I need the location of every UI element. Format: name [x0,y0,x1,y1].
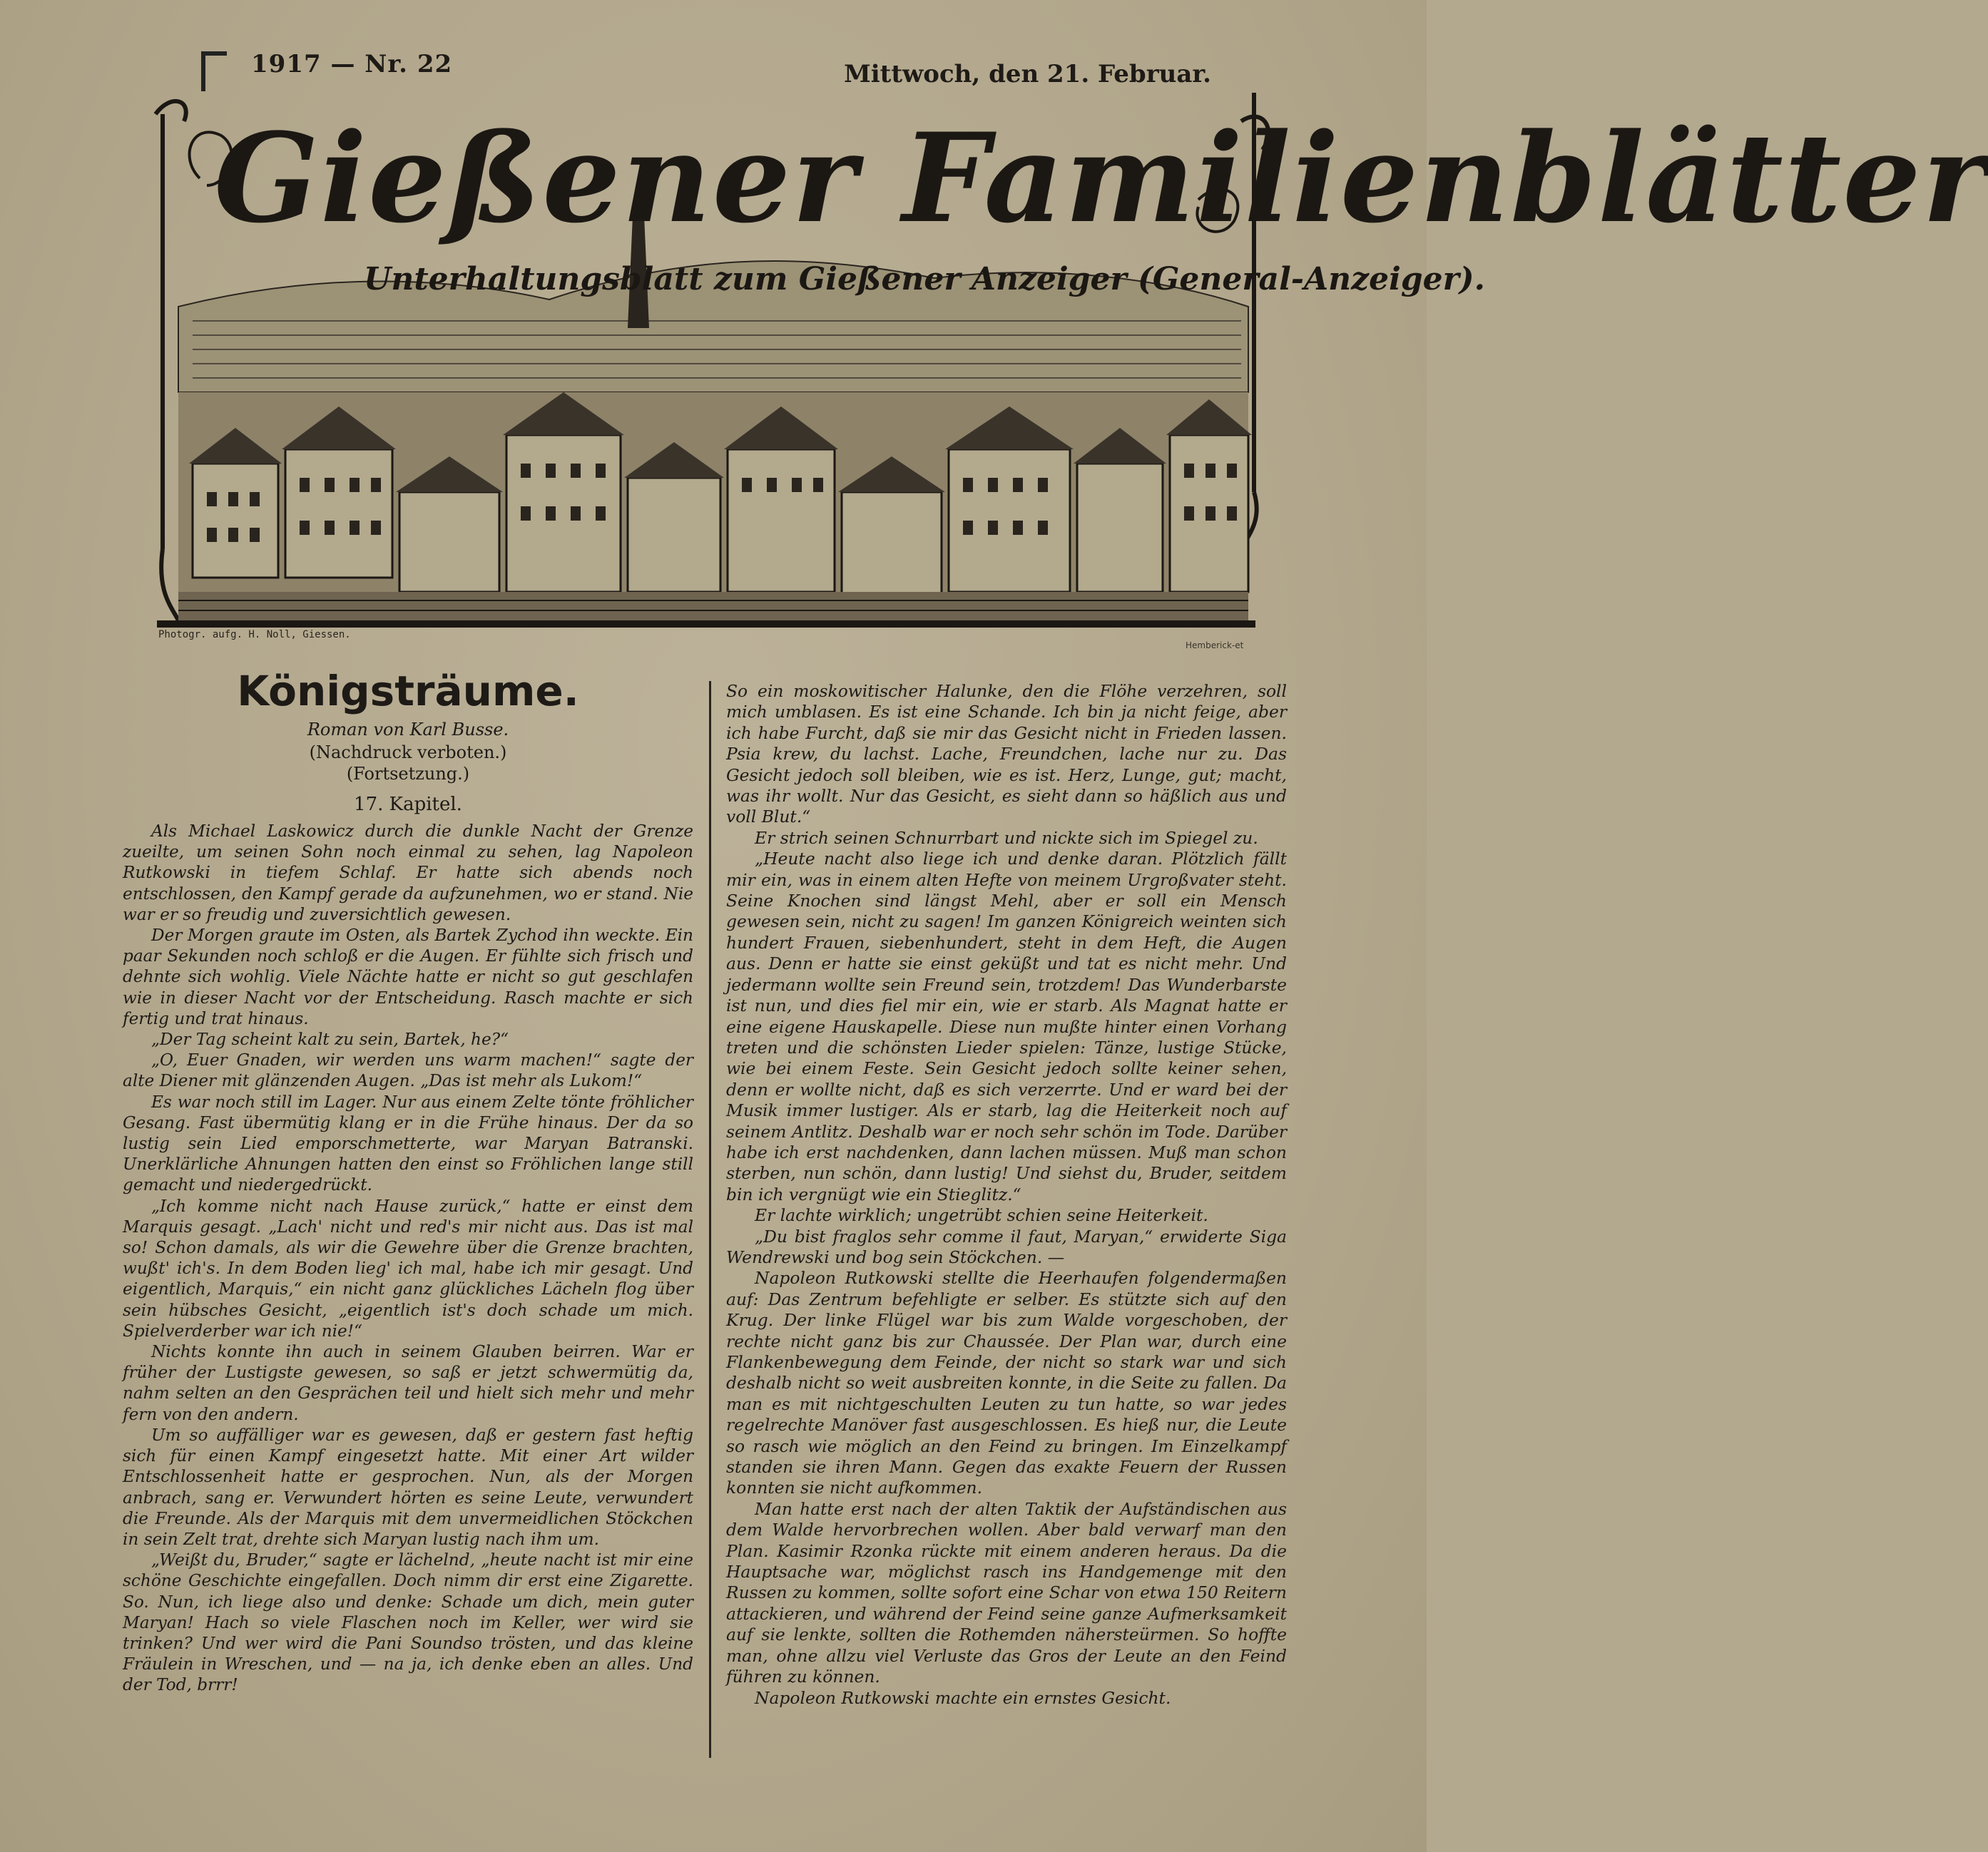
paragraph: Napoleon Rutkowski machte ein ernstes Gesicht. [755,1687,1171,1708]
paragraph: Um so auffälliger war es gewesen, daß er gestern fast heftig sich für einen Kampf eingesetzt hatte. Mit einer Art wilder Entschlossenheit hatte er gesprochen. Nun, als der Morgen anbrach, sang er. Verwundert hörten es seine Leute, verwundert die Freunde. Als der Marquis mit dem unvermeidlichen Stöckchen in sein Zelt trat, drehte sich Maryan lustig nach ihm um. [123,1425,693,1549]
paragraph: Der Morgen graute im Osten, als Bartek Zychod ihn weckte. Ein paar Sekunden noch schloß er die Augen. Er fühlte sich frisch und dehnte sich wohlig. Viele Nächte hatte er nicht so gut geschlafen wie in dieser Nacht vor der Entscheidung. Rasch machte er sich fertig und trat hinaus. [123,926,693,1028]
issue-date: Mittwoch, den 21. Februar. [844,60,1211,88]
article-column-right [726,681,1287,1709]
paragraph: Als Michael Laskowicz durch die dunkle Nacht der Grenze zueilte, um seinen Sohn noch einmal zu sehen, lag Napoleon Rutkowski in tiefem Schlaf. Er hatte sich abends noch entschlossen, den Kampf gerade da aufzunehmen, wo er stand. Nie war er so freudig und zuversichtlich gewesen. [123,822,693,924]
engraver-signature: Hemberick-et [1186,640,1244,650]
article-byline: Roman von Karl Busse. [307,720,509,740]
page-corner-mark [201,51,227,91]
article-column-left [123,667,693,1696]
paragraph: „Heute nacht also liege ich und denke daran. Plötzlich fällt mir ein, was in einem alten Hefte von meinem Urgroßvater steht. Seine Knochen sind längst Mehl, aber er soll ein Mensch gewesen sein, nicht zu sagen! Im ganzen Königreich weinten sich hundert Frauen, siebenhundert, steht in dem Heft, die Augen aus. Denn er hatte sie einst geküßt und tat es nicht mehr. Und jedermann wollte sein Freund sein, trotzdem! Das Wunderbarste ist nun, und dies fiel mir ein, wie er starb. Als Magnat hatte er eine eigene Hauskapelle. Diese nun mußte hinter einen Vorhang treten und die schönsten Lieder spielen: Tänze, lustige Stücke, wie bei einem Feste. Sein Gesicht jedoch sollte keiner sehen, denn er wollte nicht, daß es sich verzerrte. Und er ward bei der Musik immer lustiger. Als er starb, lag die Heiterkeit noch auf seinem Antlitz. Deshalb war er noch sehr schön im Tode. Darüber habe ich erst nachdenken, dann lachen müssen. Muß man schon sterben, nun schön, dann lustig! Und siehst du, Bruder, seitdem bin ich vergnügt wie ein Stieglitz.“ [726,849,1287,1204]
masthead-title: Gießener Familienblätter [214,106,1988,250]
masthead-subtitle: Unterhaltungsblatt zum Gießener Anzeiger (General-Anzeiger). [364,261,1485,297]
paragraph: „Ich komme nicht nach Hause zurück,“ hatte er einst dem Marquis gesagt. „Lach' nicht und red's mir nicht aus. Das ist mal so! Schon damals, als wir die Gewehre über die Grenze brachten, wußt' ich's. In dem Boden lieg' ich mal, habe ich mir gesagt. Und eigentlich, Marquis,“ ein nicht ganz glückliches Lächeln flog über sein hübsches Gesicht, „eigentlich ist's doch schade um mich. Spielverderber war ich nie!“ [123,1196,693,1341]
paragraph: „Weißt du, Bruder,“ sagte er lächelnd, „heute nacht ist mir eine schöne Geschichte eingefallen. Doch nimm dir erst eine Zigarette. So. Nun, ich liege also und denke: Schade um dich, mein guter Maryan! Hach so viele Flaschen noch im Keller, wer wird sie trinken? Und wer wird die Pani Soundso trösten, und das kleine Fräulein in Wreschen, und — na ja, ich denke eben an alles. Und der Tod, brrr! [123,1550,693,1695]
continuation-note: (Fortsetzung.) [346,764,470,784]
paragraph: Man hatte erst nach der alten Taktik der Aufständischen aus dem Walde hervorbrechen wollen. Aber bald verwarf man den Plan. Kasimir Rzonka rückte mit einem anderen heraus. Da die Hauptsache war, möglichst rasch ins Handgemenge mit den Russen zu kommen, sollte sofort eine Schar von etwa 150 Reitern attackieren, und während der Feind seine ganze Aufmerksamkeit auf sie lenkte, sollten die Rothemden nähersteürmen. So hoffte man, ohne allzu viel Verluste das Gros der Leute an den Feind führen zu können. [726,1498,1287,1687]
issue-number: 1917 — Nr. 22 [251,50,453,78]
paragraph: „Du bist fraglos sehr comme il faut, Maryan,“ erwiderte Siga Wendrewski und bog sein Stöckchen. — [726,1226,1287,1267]
column-divider [709,681,711,1758]
photo-credit: Photogr. aufg. H. Noll, Giessen. [158,629,351,640]
paragraph: „Der Tag scheint kalt zu sein, Bartek, he?“ [151,1030,509,1050]
paragraph: Nichts konnte ihn auch in seinem Glauben beirren. War er früher der Lustigste gewesen, so saß er jetzt schwermütig da, nahm selten an den Gesprächen teil und hielt sich mehr und mehr fern von den andern. [123,1342,693,1424]
paragraph: Napoleon Rutkowski stellte die Heerhaufen folgendermaßen auf: Das Zentrum befehligte er selber. Es stützte sich auf den Krug. Der linke Flügel war bis zum Walde vorgeschoben, der rechte nicht ganz bis zur Chaussée. Der Plan war, durch eine Flankenbewegung dem Feinde, der nicht so stark war und sich deshalb nicht so weit ausbreiten konnte, in die Seite zu fallen. Da man es mit nichtgeschulten Leuten zu tun hatte, so war jedes regelrechte Manöver fast ausgeschlossen. Es hieß nur, die Leute so rasch wie möglich an den Feind zu bringen. Im Einzelkampf standen sie ihren Mann. Gegen das exakte Feuern der Russen konnten sie nicht aufkommen. [726,1268,1287,1498]
paragraph: Er strich seinen Schnurrbart und nickte sich im Spiegel zu. [755,827,1258,848]
paragraph: Es war noch still im Lager. Nur aus einem Zelte tönte fröhlicher Gesang. Fast übermütig klang er in die Frühe hinaus. Der da so lustig sein Lied emporschmetterte, war Maryan Batranski. Unerklärliche Ahnungen hatten den einst so Fröhlichen lange still gemacht und niedergedrückt. [123,1092,693,1195]
reprint-notice: (Nachdruck verboten.) [309,742,507,762]
article-title: Königsträume. [237,667,579,715]
paragraph: „O, Euer Gnaden, wir werden uns warm machen!“ sagte der alte Diener mit glänzenden Augen. „Das ist mehr als Lukom!“ [123,1050,693,1091]
paragraph: So ein moskowitischer Halunke, den die Flöhe verzehren, soll mich umblasen. Es ist eine Schande. Ich bin ja nicht feige, aber ich habe Furcht, daß sie mir das Gesicht nicht in Frieden lassen. Psia krew, du lachst. Lache, Freundchen, lache nur zu. Das Gesicht jedoch soll bleiben, wie es ist. Herz, Lunge, gut; macht, was ihr wollt. Nur das Gesicht, es sieht dann so häßlich aus und voll Blut.“ [726,681,1287,827]
paragraph: Er lachte wirklich; ungetrübt schien seine Heiterkeit. [755,1205,1208,1226]
chapter-heading: 17. Kapitel. [354,794,462,815]
